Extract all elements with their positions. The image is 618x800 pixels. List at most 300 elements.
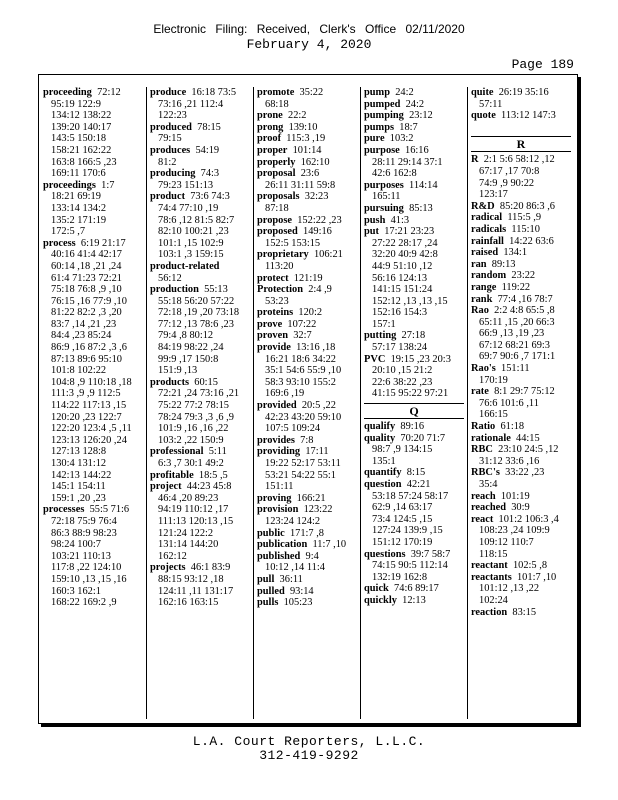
page-line-refs: 26:11 31:11 59:8 (265, 179, 336, 191)
index-word: prong (257, 121, 284, 133)
index-entry (471, 560, 571, 572)
index-word: quantify (364, 467, 402, 479)
page-line-refs: 56:12 (158, 272, 182, 284)
page-line-refs: 88:15 93:12 ,18 (158, 573, 224, 585)
page-line-refs: 103:1 ,3 159:15 (158, 249, 224, 261)
index-entry (471, 421, 571, 433)
page-line-refs: 55:5 71:6 (89, 504, 130, 516)
column-divider (467, 87, 468, 719)
index-word: putting (364, 330, 397, 342)
index-word: proven (257, 330, 288, 342)
index-word: providing (257, 446, 301, 458)
page-line-refs: 152:5 153:15 (265, 237, 321, 249)
index-entry (257, 110, 357, 122)
page-line-refs: 123:22 (303, 504, 333, 516)
index-word: project (150, 481, 182, 493)
index-entry (257, 528, 357, 540)
page-line-refs: 93:14 (289, 585, 314, 597)
page-line-refs: 119:22 (501, 281, 531, 293)
page-line-refs: 115:10 (511, 223, 540, 235)
index-entry (471, 386, 571, 398)
index-word: quickly (364, 594, 397, 606)
page-line-refs: 42:23 43:20 59:10 (265, 411, 342, 423)
page-line-refs: 74:4 77:10 ,19 (158, 202, 219, 214)
index-word: process (43, 237, 76, 249)
page-line-refs: 123:24 124:2 (265, 515, 321, 527)
page-line-refs: 86:9 ,16 87:2 ,3 ,6 (51, 342, 127, 354)
page-line-refs: 6:3 ,7 30:1 49:2 (158, 458, 224, 469)
page-line-refs: 104:8 ,9 110:18 ,18 (51, 376, 132, 388)
index-word: proprietary (257, 249, 309, 261)
index-entry (257, 446, 357, 458)
page-line-refs: 41:3 (390, 214, 410, 226)
page-line-refs: 70:20 71:7 (400, 432, 446, 444)
page-line-refs: 151:11 (265, 481, 294, 493)
page-line-refs: 103:21 110:13 (51, 550, 111, 562)
page-line-refs: 102:5 ,8 (512, 560, 548, 572)
index-entry (150, 470, 250, 482)
page-line-refs: 61:18 (500, 421, 525, 433)
index-word: proving (257, 492, 292, 504)
index-column-5 (471, 87, 571, 719)
page-line-refs: 107:5 109:24 (265, 423, 321, 435)
page-line-refs: 32:20 40:9 42:8 (372, 249, 438, 261)
page-line-refs: 158:21 162:22 (51, 144, 112, 156)
page-line-refs: 40:16 41:4 42:17 (51, 249, 123, 261)
index-word: quite (471, 87, 494, 98)
index-word: provides (257, 434, 295, 446)
page-line-refs: 151:9 ,13 (158, 365, 198, 377)
index-entry (364, 226, 464, 238)
index-word: reactants (471, 571, 512, 583)
index-entry (257, 307, 357, 319)
page-line-refs: 41:15 95:22 97:21 (372, 388, 449, 400)
index-entry (364, 421, 464, 433)
page-line-refs (471, 122, 571, 134)
page-line-refs: 159:1 ,20 ,23 (51, 492, 106, 504)
index-word: pumped (364, 98, 401, 110)
page-line-refs: 44:23 45:8 (186, 481, 232, 493)
index-word: radical (471, 212, 503, 224)
index-column-4 (364, 87, 464, 719)
page-line-refs: 99:9 ,17 150:8 (158, 353, 219, 365)
page-line-refs: 2:1 5:6 58:12 ,12 (483, 154, 555, 166)
index-entry (257, 586, 357, 598)
index-entry (150, 261, 250, 273)
page-line-refs: 151:12 170:19 (372, 536, 433, 548)
index-entry (471, 224, 571, 236)
page-line-refs: 79:15 (158, 133, 182, 145)
page-line-refs: 101:8 102:22 (51, 365, 107, 377)
index-word: rainfall (471, 235, 504, 247)
page-line-refs: 72:12 (97, 87, 121, 98)
page-line-refs: 22:2 (288, 110, 307, 122)
page-line-refs: 42:6 162:8 (372, 168, 417, 180)
index-word: rationale (471, 432, 511, 444)
index-word: public (257, 527, 285, 539)
page-line-refs: 85:20 86:3 ,6 (499, 200, 556, 212)
page-line-refs: 89:13 (491, 258, 516, 270)
page-line-refs: 60:15 (194, 376, 218, 388)
page-line-refs: 98:24 100:7 (51, 539, 101, 551)
page-line-refs: 27:22 28:17 ,24 (372, 237, 438, 249)
index-entry (471, 212, 571, 224)
index-word: publication (257, 539, 308, 551)
page-line-refs: 86:3 88:9 98:23 (51, 527, 117, 539)
page-line-refs: 20:5 ,22 (301, 400, 336, 412)
index-entry (471, 363, 571, 375)
page-line-refs: 17:11 (305, 446, 329, 458)
index-word: proposed (257, 226, 298, 238)
index-entry (471, 270, 571, 282)
page-line-refs: 18:5 ,5 (198, 469, 228, 481)
court-reporter-phone: 312-419-9292 (259, 748, 359, 763)
page-line-refs: 74:3 (200, 168, 220, 180)
index-word: R&D (471, 200, 495, 212)
page-line-refs: 163:8 166:5 ,23 (51, 156, 117, 168)
index-word: professional (150, 446, 204, 458)
index-word: prone (257, 110, 283, 122)
index-entry (471, 154, 571, 166)
index-word: proposals (257, 191, 300, 203)
page-line-refs: 19:22 52:17 53:11 (265, 458, 341, 469)
page-line-refs: 2:4 ,9 (308, 284, 332, 296)
page-line-refs: 72:18 75:9 76:4 (51, 515, 117, 527)
index-entry (364, 110, 464, 122)
page-line-refs: 1:7 (101, 179, 115, 191)
index-entry (364, 583, 464, 595)
index-entry (150, 446, 250, 458)
page-line-refs: 157:1 (372, 318, 396, 330)
page-line-refs: 13:16 ,18 (296, 342, 336, 354)
page-line-refs: 5:11 (208, 446, 227, 458)
page-line-refs: 169:6 ,19 (265, 388, 305, 400)
index-word: Rao (471, 305, 489, 317)
page-line-refs: 149:16 (303, 226, 332, 238)
index-word: pumps (364, 121, 395, 133)
page-line-refs: 46:4 ,20 89:23 (158, 492, 219, 504)
filing-header: Electronic Filing: Received, Clerk's Office 02/11/2020 (153, 22, 465, 36)
page-line-refs: 102:24 (479, 594, 508, 606)
page-line-refs: 68:18 (265, 98, 289, 110)
page-line-refs: 78:15 (197, 121, 221, 133)
index-entry (364, 133, 464, 145)
index-word: quote (471, 110, 496, 122)
page-line-refs: 73:6 74:3 (190, 191, 230, 203)
page-line-refs: 121:24 122:2 (158, 527, 214, 539)
page-line-refs: 26:19 35:16 (498, 87, 549, 98)
index-word: Rao's (471, 363, 496, 375)
index-entry (150, 145, 250, 157)
page-line-refs: 2:2 4:8 65:5 ,8 (494, 305, 555, 317)
index-word: proposal (257, 168, 296, 180)
index-word: pure (364, 133, 385, 145)
page-line-refs: 75:18 76:8 ,9 ,10 (51, 284, 122, 296)
page-line-refs: 122:23 (158, 110, 187, 122)
page-line-refs: 11:7 ,10 (312, 539, 347, 551)
page-line-refs: 132:19 162:8 (372, 571, 428, 583)
index-word: pulled (257, 585, 285, 597)
index-word: processes (43, 504, 85, 516)
page-line-refs: 101:1 ,15 102:9 (158, 237, 224, 249)
index-word: radicals (471, 223, 507, 235)
page-line-refs: 7:8 (300, 434, 314, 446)
page-line-refs: 23:22 (511, 270, 536, 282)
page-line-refs: 44:9 51:10 ,12 (372, 260, 433, 272)
page-line-refs: 134:12 138:22 (51, 110, 112, 122)
index-word: prove (257, 318, 283, 330)
page-line-refs: 53:21 54:22 55:1 (265, 469, 337, 481)
page-line-refs: 109:12 110:7 (479, 536, 534, 548)
index-entry (150, 191, 250, 203)
page-line-refs: 57:17 138:24 (372, 342, 428, 354)
index-entry (257, 400, 357, 412)
page-line-refs: 18:7 (399, 121, 418, 133)
page-line-refs: 77:12 ,13 78:6 ,23 (158, 318, 234, 330)
page-line-refs: 16:18 73:5 (191, 87, 237, 98)
index-word: proceedings (43, 179, 96, 191)
page-line-refs: 73:16 ,21 112:4 (158, 98, 224, 110)
column-divider (146, 87, 147, 719)
page-line-refs: 135:1 (372, 455, 396, 467)
page-line-refs: 87:18 (265, 202, 289, 214)
index-entry (364, 595, 464, 607)
page-line-refs: 151:11 (501, 363, 530, 375)
letter-heading: R (471, 136, 571, 152)
index-word: produce (150, 87, 187, 98)
page-line-refs: 172:5 ,7 (51, 226, 86, 238)
page-line-refs: 162:16 163:15 (158, 597, 219, 609)
page-line-refs: 135:2 171:19 (51, 214, 107, 226)
page-line-refs: 62:9 ,14 63:17 (372, 502, 433, 514)
page-line-refs: 101:12 ,13 ,22 (479, 583, 540, 595)
page-line-refs: 53:23 (265, 295, 289, 307)
page-line-refs: 111:3 ,9 ,9 112:5 (51, 388, 121, 400)
page-line-refs: 103:2 ,22 150:9 (158, 434, 224, 446)
index-word: rank (471, 293, 493, 305)
page-line-refs: 170:19 (479, 374, 508, 386)
page-line-refs: 60:14 ,18 ,21 ,24 (51, 260, 122, 272)
page-line-refs: 57:11 (479, 98, 503, 110)
page-line-refs: 166:21 (296, 492, 326, 504)
index-entry (471, 247, 571, 259)
index-entry (364, 330, 464, 342)
index-entry (150, 377, 250, 389)
page-line-refs: 18:21 69:19 (51, 191, 101, 203)
page-line-refs: 42:21 (406, 479, 431, 490)
page-line-refs: 101:2 106:3 ,4 (498, 513, 559, 525)
index-entry (257, 493, 357, 505)
index-entry (471, 572, 571, 584)
index-entry (364, 354, 464, 366)
page-line-refs: 17:21 23:23 (384, 226, 435, 238)
index-entry (364, 145, 464, 157)
page-line-refs: 108:23 ,24 109:9 (479, 525, 550, 537)
page-line-refs: 27:18 (401, 330, 426, 342)
index-word: Ratio (471, 421, 496, 433)
page-line-refs: 162:12 (158, 550, 187, 562)
index-entry (257, 330, 357, 342)
page-line-refs: 74:15 90:5 112:14 (372, 560, 448, 572)
index-word: put (364, 226, 380, 238)
index-entry (471, 514, 571, 526)
index-entry (364, 215, 464, 227)
index-entry (257, 157, 357, 169)
page-line-refs: 101:19 (500, 490, 530, 502)
index-frame (38, 74, 578, 724)
page-line-refs: 24:2 (395, 87, 414, 98)
page-line-refs: 103:2 (389, 133, 414, 145)
index-entry (257, 226, 357, 238)
index-entry (43, 504, 143, 516)
page-line-refs: 74:9 ,9 90:22 (479, 177, 535, 189)
page-line-refs: 139:10 (288, 121, 318, 133)
index-column-1 (43, 87, 143, 719)
page-line-refs: 72:21 ,24 73:16 ,21 (158, 388, 240, 400)
page-line-refs: 87:13 89:6 95:10 (51, 353, 123, 365)
index-word: raised (471, 247, 499, 259)
index-word: provision (257, 504, 299, 516)
page-line-refs: 89:16 (400, 421, 425, 433)
index-word: R (471, 154, 479, 166)
page-line-refs: 61:4 71:23 72:21 (51, 272, 123, 284)
index-word: protect (257, 272, 289, 284)
page-line-refs: 77:4 ,16 78:7 (497, 293, 553, 305)
index-word: pump (364, 87, 390, 98)
index-word: proof (257, 133, 282, 145)
column-divider (253, 87, 254, 719)
page-line-refs: 122:20 123:4 ,5 ,11 (51, 423, 132, 435)
index-word: question (364, 479, 402, 490)
page-line-refs: 83:15 (512, 606, 537, 618)
index-entry (257, 215, 357, 227)
page-line-refs: 36:11 (279, 573, 303, 585)
index-word: react (471, 513, 494, 525)
page-line-refs: 143:5 150:18 (51, 133, 107, 145)
index-entry (471, 236, 571, 248)
index-word: purposes (364, 179, 404, 191)
index-entry (257, 539, 357, 551)
page-line-refs: 168:22 169:2 ,9 (51, 597, 117, 609)
index-entry (150, 284, 250, 296)
page-line-refs: 159:10 ,13 ,15 ,16 (51, 573, 127, 585)
page-line-refs: 24:2 (405, 98, 425, 110)
page-line-refs: 33:22 ,23 (505, 467, 545, 479)
page-line-refs: 69:7 90:6 ,7 171:1 (479, 351, 556, 363)
index-column-3 (257, 87, 357, 719)
index-word: reached (471, 502, 507, 514)
index-word: pulls (257, 597, 279, 609)
index-entry (471, 110, 571, 122)
page-line-refs: 85:13 (409, 202, 433, 214)
index-entry (471, 433, 571, 445)
index-word: profitable (150, 469, 194, 481)
index-word: production (150, 284, 199, 296)
page-line-refs: 101:9 ,16 ,16 ,22 (158, 423, 229, 435)
page-line-refs: 82:10 100:21 ,23 (158, 226, 229, 238)
index-entry (257, 597, 357, 609)
page-line-refs: 23:12 (409, 110, 433, 122)
page-line-refs: 55:18 56:20 57:22 (158, 295, 235, 307)
page-line-refs: 121:19 (293, 272, 323, 284)
page-line-refs: 131:14 144:20 (158, 539, 219, 551)
page-line-refs: 120:2 (298, 307, 323, 319)
index-word: properly (257, 156, 296, 168)
index-word: product-related (150, 260, 220, 272)
page-line-refs: 16:16 (405, 144, 429, 156)
index-word: product (150, 191, 186, 203)
page-line-refs: 19:15 ,23 20:3 (390, 353, 451, 365)
index-entry (257, 133, 357, 145)
page-line-refs: 123:13 126:20 ,24 (51, 434, 127, 446)
page-line-refs: 20:10 ,15 21:2 (372, 365, 433, 377)
index-word: pursuing (364, 202, 404, 214)
index-word: quick (364, 583, 389, 595)
index-entry (43, 238, 143, 250)
page-line-refs: 81:22 82:2 ,3 ,20 (51, 307, 122, 319)
index-word: quality (364, 432, 396, 444)
index-entry (257, 435, 357, 447)
page-line-refs: 10:12 ,14 11:4 (265, 562, 325, 574)
index-entry (364, 433, 464, 445)
index-entry (471, 282, 571, 294)
page-line-refs: 107:22 (287, 318, 317, 330)
page-line-refs: 67:17 ,17 70:8 (479, 165, 540, 177)
index-entry (257, 168, 357, 180)
index-word: Protection (257, 284, 303, 296)
index-entry (364, 87, 464, 99)
index-entry (471, 294, 571, 306)
index-entry (471, 491, 571, 503)
index-entry (150, 562, 250, 574)
page-line-refs: 124:11 ,11 131:17 (158, 585, 234, 597)
index-entry (471, 467, 571, 479)
index-word: pumping (364, 110, 404, 122)
page-line-refs: 134:1 (503, 247, 528, 259)
page-line-refs: 95:19 122:9 (51, 98, 101, 110)
index-entry (471, 607, 571, 619)
page-line-refs: 114:22 117:13 ,15 (51, 400, 127, 412)
page-line-refs: 101:7 ,10 (516, 571, 557, 583)
index-word: ran (471, 258, 487, 270)
page-line-refs: 39:7 58:7 (410, 548, 451, 560)
index-entry (43, 180, 143, 192)
page-line-refs: 22:6 38:22 ,23 (372, 376, 433, 388)
page-line-refs: 76:6 101:6 ,11 (479, 397, 539, 409)
index-entry (364, 99, 464, 111)
page-line-refs: 32:23 (304, 191, 329, 203)
page-line-refs: 84:19 98:22 ,24 (158, 342, 224, 354)
page-line-refs: 46:1 83:9 (190, 562, 231, 574)
index-word: projects (150, 562, 186, 574)
page-line-refs: 115:3 ,19 (286, 133, 326, 145)
index-word: PVC (364, 353, 386, 365)
index-entry (150, 168, 250, 180)
index-entry (257, 191, 357, 203)
page-line-refs: 139:20 140:17 (51, 121, 112, 133)
page-line-refs: 44:15 (516, 432, 540, 444)
page-line-refs: 78:24 79:3 ,3 ,6 ,9 (158, 411, 234, 423)
page-line-refs: 145:1 154:11 (51, 481, 106, 493)
page-line-refs: 152:16 154:3 (372, 307, 428, 319)
page-line-refs: 162:10 (300, 156, 330, 168)
hearing-date: February 4, 2020 (246, 37, 372, 52)
page-line-refs: 67:12 68:21 69:3 (479, 339, 551, 351)
index-word: published (257, 550, 301, 562)
index-word: promote (257, 87, 295, 98)
page-line-refs: 98:7 ,9 134:15 (372, 444, 433, 456)
index-entry (471, 259, 571, 271)
